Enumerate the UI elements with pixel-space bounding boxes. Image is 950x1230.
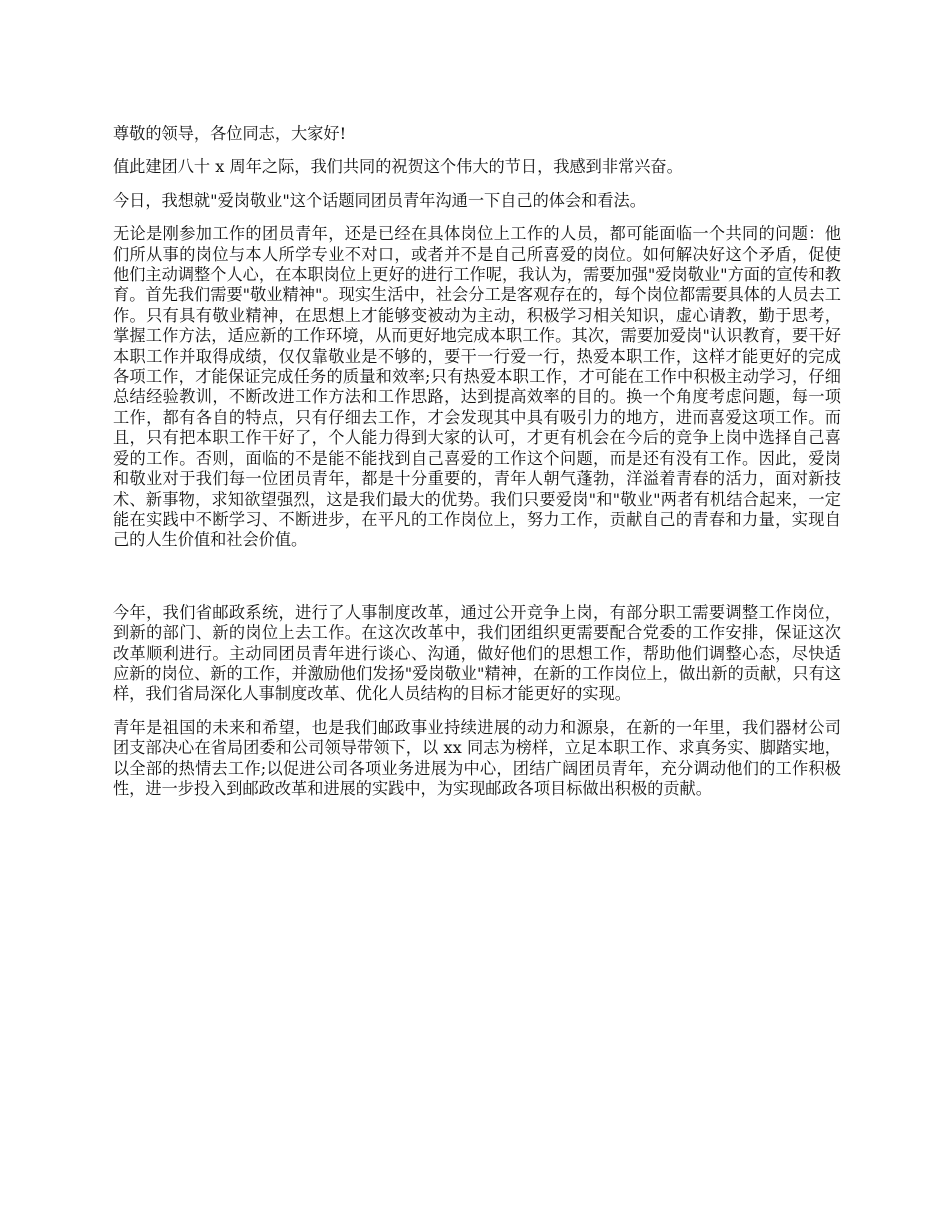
main-body-paragraph: 无论是刚参加工作的团员青年，还是已经在具体岗位上工作的人员，都可能面临一个共同的问题：他们所从事的岗位与本人所学专业不对口，或者并不是自己所喜爱的岗位。如何解决好这个矛盾，促使他们主动调整个人心，在本职岗位上更好的进行工作呢，我认为，需要加强"爱岗敬业"方面的宣传和教育。首先我们需要"敬业精神"。现实生活中，社会分工是客观存在的，每个岗位都需要具体的人员去工作。只有具有敬业精神，在思想上才能够变被动为主动，积极学习相关知识，虚心请教，勤于思考，掌握工作方法，适应新的工作环境，从而更好地完成本职工作。其次，需要加爱岗"认识教育，要干好本职工作并取得成绩，仅仅靠敬业是不够的，要干一行爱一行，热爱本职工作，这样才能更好的完成各项工作，才能保证完成任务的质量和效率;只有热爱本职工作，才可能在工作中积极主动学习，仔细总结经验教训，不断改进工作方法和工作思路，达到提高效率的目的。换一个角度考虑问题，每一项工作，都有各自的特点，只有仔细去工作，才会发现其中具有吸引力的地方，进而喜爱这项工作。而且，只有把本职工作干好了，个人能力得到大家的认可，才更有机会在今后的竞争上岗中选择自己喜爱的工作。否则，面临的不是能不能找到自己喜爱的工作这个问题，而是还有没有工作。因此，爱岗和敬业对于我们每一位团员青年，都是十分重要的，青年人朝气蓬勃，洋溢着青春的活力，面对新技术、新事物，求知欲望强烈，这是我们最大的优势。我们只要爱岗"和"敬业"两者有机结合起来，一定能在实践中不断学习、不断进步，在平凡的工作岗位上，努力工作，贡献自己的青春和力量，实现自己的人生价值和社会价值。 (113, 224, 841, 550)
document-body (113, 124, 841, 812)
reform-paragraph: 今年，我们省邮政系统，进行了人事制度改革，通过公开竞争上岗，有部分职工需要调整工作岗位，到新的部门、新的岗位上去工作。在这次改革中，我们团组织更需要配合党委的工作安排，保证这次改革顺利进行。主动同团员青年进行谈心、沟通，做好他们的思想工作，帮助他们调整心态，尽快适应新的岗位、新的工作，并激励他们发扬"爱岗敬业"精神，在新的工作岗位上，做出新的贡献，只有这样，我们省局深化人事制度改革、优化人员结构的目标才能更好的实现。 (113, 602, 841, 704)
closing-paragraph: 青年是祖国的未来和希望，也是我们邮政事业持续进展的动力和源泉，在新的一年里，我们器材公司团支部决心在省局团委和公司领导带领下，以 xx 同志为榜样，立足本职工作、求真务实、脚踏实地，以全部的热情去工作;以促进公司各项业务进展为中心，团结广阔团员青年，充分调动他们的工作积极性，进一步投入到邮政改革和进展的实践中，为实现邮政各项目标做出积极的贡献。 (113, 717, 841, 798)
intro-paragraph: 值此建团八十 x 周年之际，我们共同的祝贺这个伟大的节日，我感到非常兴奋。 (113, 157, 683, 177)
greeting-paragraph: 尊敬的领导，各位同志，大家好! (113, 124, 347, 143)
topic-paragraph: 今日，我想就"爱岗敬业"这个话题同团员青年沟通一下自己的体会和看法。 (113, 190, 646, 210)
